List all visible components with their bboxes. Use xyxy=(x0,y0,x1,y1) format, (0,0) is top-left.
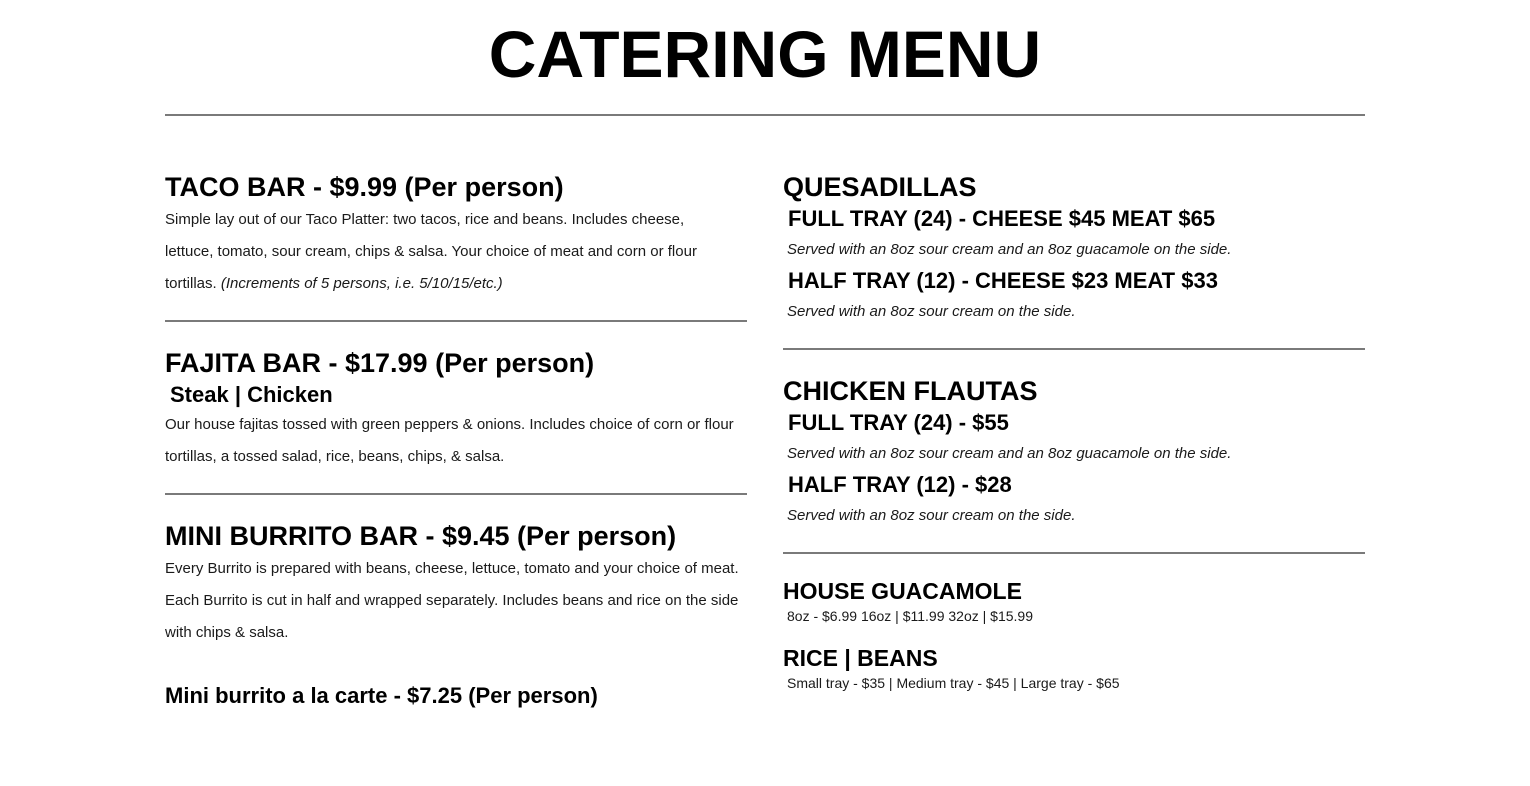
rice-beans-heading: RICE | BEANS xyxy=(783,645,938,671)
mini-burrito-carte-heading: Mini burrito a la carte - $7.25 (Per person) xyxy=(165,683,598,708)
chicken-flautas-half-note: Served with an 8oz sour cream on the side. xyxy=(787,507,1076,524)
fajita-bar-heading: FAJITA BAR - $17.99 (Per person) xyxy=(165,348,595,378)
house-guacamole-heading: HOUSE GUACAMOLE xyxy=(783,578,1022,604)
mini-burrito-bar-description: Every Burrito is prepared with beans, cheese, lettuce, tomato and your choice of meat. Each Burrito is cut in half and wrapped separately. Includes beans and rice on the side with chips & salsa. xyxy=(165,560,739,641)
section-divider xyxy=(165,320,747,322)
quesadillas-half-note: Served with an 8oz sour cream on the side. xyxy=(787,303,1076,320)
chicken-flautas-full-tray: FULL TRAY (24) - $55 xyxy=(788,410,1009,435)
taco-bar-description-text: Simple lay out of our Taco Platter: two tacos, rice and beans. Includes cheese, lettuce, tomato, sour cream, chips & salsa. Your choice of meat and corn or flour tortillas. xyxy=(165,211,697,292)
rice-beans-prices: Small tray - $35 | Medium tray - $45 | Large tray - $65 xyxy=(787,675,1120,691)
taco-bar-note: (Increments of 5 persons, i.e. 5/10/15/etc.) xyxy=(220,275,503,292)
quesadillas-half-tray: HALF TRAY (12) - CHEESE $23 MEAT $33 xyxy=(788,268,1218,293)
taco-bar-description xyxy=(165,204,735,300)
mini-burrito-bar-heading: MINI BURRITO BAR - $9.45 (Per person) xyxy=(165,521,677,551)
quesadillas-heading: QUESADILLAS xyxy=(783,172,977,202)
chicken-flautas-full-note: Served with an 8oz sour cream and an 8oz guacamole on the side. xyxy=(787,445,1232,462)
house-guacamole-prices: 8oz - $6.99 16oz | $11.99 32oz | $15.99 xyxy=(787,608,1033,624)
chicken-flautas-half-tray: HALF TRAY (12) - $28 xyxy=(788,472,1012,497)
quesadillas-full-note: Served with an 8oz sour cream and an 8oz guacamole on the side. xyxy=(787,241,1232,258)
quesadillas-full-tray: FULL TRAY (24) - CHEESE $45 MEAT $65 xyxy=(788,206,1216,231)
fajita-bar-description: Our house fajitas tossed with green peppers & onions. Includes choice of corn or flour tortillas, a tossed salad, rice, beans, chips, & salsa. xyxy=(165,416,734,465)
chicken-flautas-heading: CHICKEN FLAUTAS xyxy=(783,376,1038,406)
fajita-bar-options: Steak | Chicken xyxy=(170,382,333,407)
title-divider xyxy=(165,114,1365,116)
taco-bar-heading: TACO BAR - $9.99 (Per person) xyxy=(165,172,564,202)
section-divider xyxy=(783,552,1365,554)
section-divider xyxy=(165,493,747,495)
section-divider xyxy=(783,348,1365,350)
page-title: CATERING MENU xyxy=(488,17,1042,91)
